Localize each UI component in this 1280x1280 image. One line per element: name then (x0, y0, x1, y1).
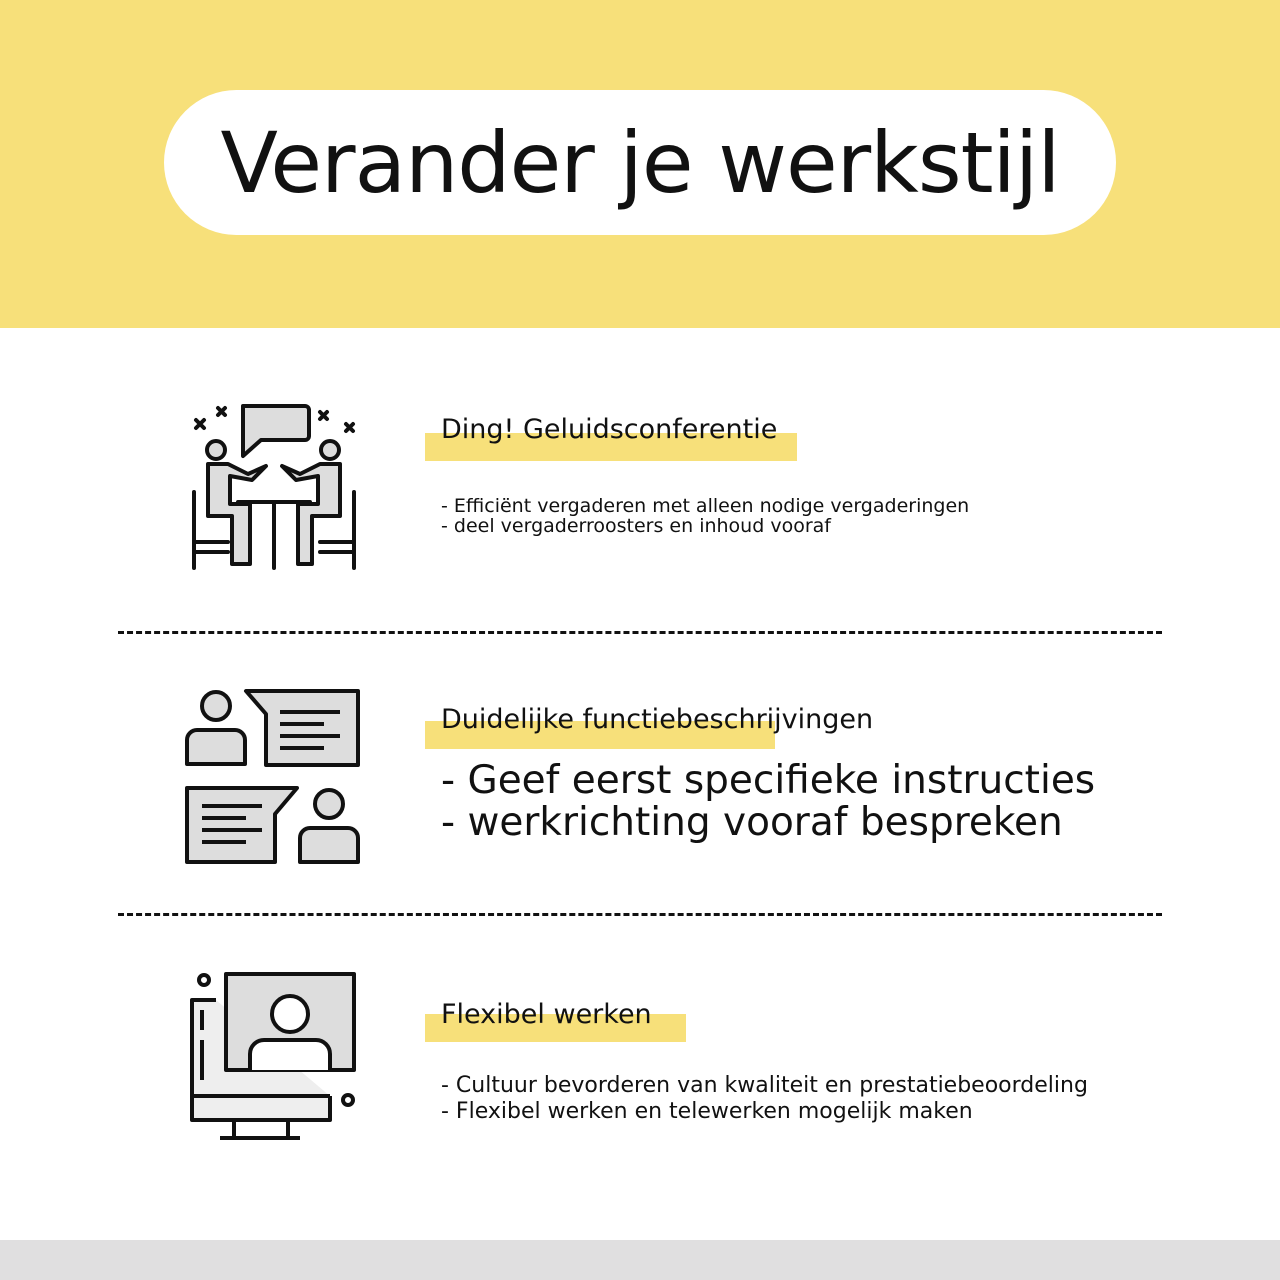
divider (118, 631, 1162, 634)
bullet-line: - Cultuur bevorderen van kwaliteit en prestatiebeoordeling (441, 1073, 1088, 1098)
video-call-icon (186, 970, 358, 1142)
meeting-icon (188, 402, 360, 572)
bullet-line: - werkrichting vooraf bespreken (441, 800, 1063, 845)
bullet-line: - Flexibel werken en telewerken mogelijk maken (441, 1099, 973, 1124)
bullet-line: - Geef eerst specifieke instructies (441, 758, 1096, 803)
title-pill (164, 90, 1116, 235)
bullet-line: - Efficiënt vergaderen met alleen nodige vergaderingen (441, 495, 970, 517)
bullet-line: - deel vergaderroosters en inhoud vooraf (441, 515, 831, 537)
page-title: Verander je werkstijl (220, 113, 1060, 212)
section-heading: Duidelijke functiebeschrijvingen (441, 704, 874, 735)
section-heading: Ding! Geluidsconferentie (441, 414, 778, 445)
conversation-icon (184, 688, 362, 866)
footer-band (0, 1240, 1280, 1280)
divider (118, 913, 1162, 916)
section-heading: Flexibel werken (441, 999, 652, 1030)
